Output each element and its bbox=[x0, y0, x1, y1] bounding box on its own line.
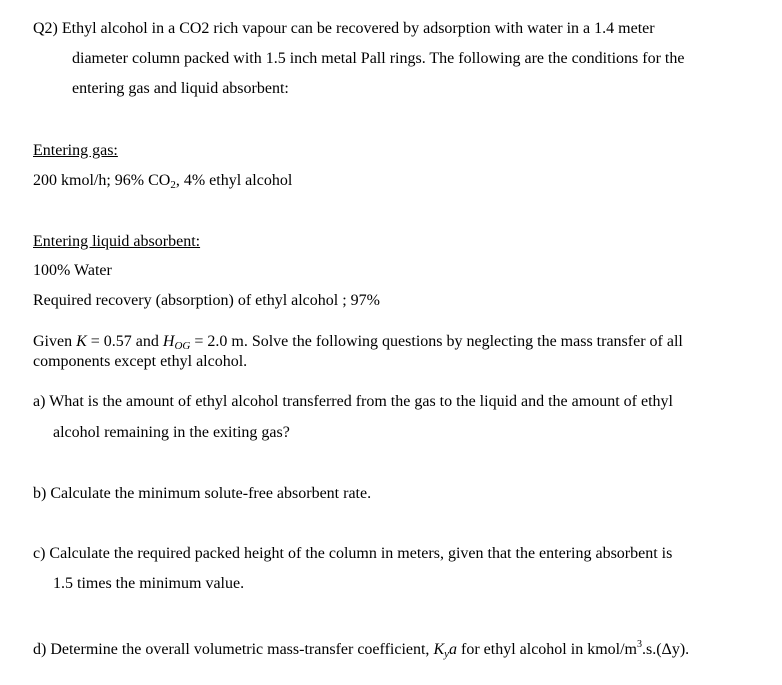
question-2-line-3: entering gas and liquid absorbent: bbox=[72, 80, 289, 97]
question-c-line-2: 1.5 times the minimum value. bbox=[53, 575, 245, 592]
question-c-line-1: c) Calculate the required packed height of the column in meters, given that the entering absorbent is bbox=[33, 545, 673, 562]
liquid-composition: 100% Water bbox=[33, 262, 112, 279]
question-a-line-1: a) What is the amount of ethyl alcohol transferred from the gas to the liquid and the amount of ethyl bbox=[33, 393, 673, 410]
entering-liquid-heading: Entering liquid absorbent: bbox=[33, 233, 201, 250]
question-b: b) Calculate the minimum solute-free absorbent rate. bbox=[33, 485, 372, 502]
entering-gas-conditions: 200 kmol/h; 96% $CO_2$, 4% ethyl alcohol bbox=[33, 172, 293, 191]
question-2-line-2: diameter column packed with 1.5 inch metal Pall rings. The following are the conditions for the bbox=[72, 50, 685, 67]
entering-gas-heading: Entering gas: bbox=[33, 142, 118, 159]
question-2-line-1: Q2) Ethyl alcohol in a CO2 rich vapour can be recovered by adsorption with water in a 1.4 meter bbox=[33, 20, 655, 37]
given-line-1: Given K = 0.57 and $H_{OG} = 2.0$ m. Solve the following questions by neglecting the mass transfer of all bbox=[33, 333, 683, 352]
given-line-2: components except ethyl alcohol. bbox=[33, 353, 248, 370]
question-d: d) Determine the overall volumetric mass-transfer coefficient, $K_ya$ for ethyl alcohol in kmol/$m^3.s.(\Delta y)$. bbox=[33, 639, 690, 660]
required-recovery: Required recovery (absorption) of ethyl alcohol ; 97% bbox=[33, 292, 380, 309]
question-a-line-2: alcohol remaining in the exiting gas? bbox=[53, 424, 290, 441]
